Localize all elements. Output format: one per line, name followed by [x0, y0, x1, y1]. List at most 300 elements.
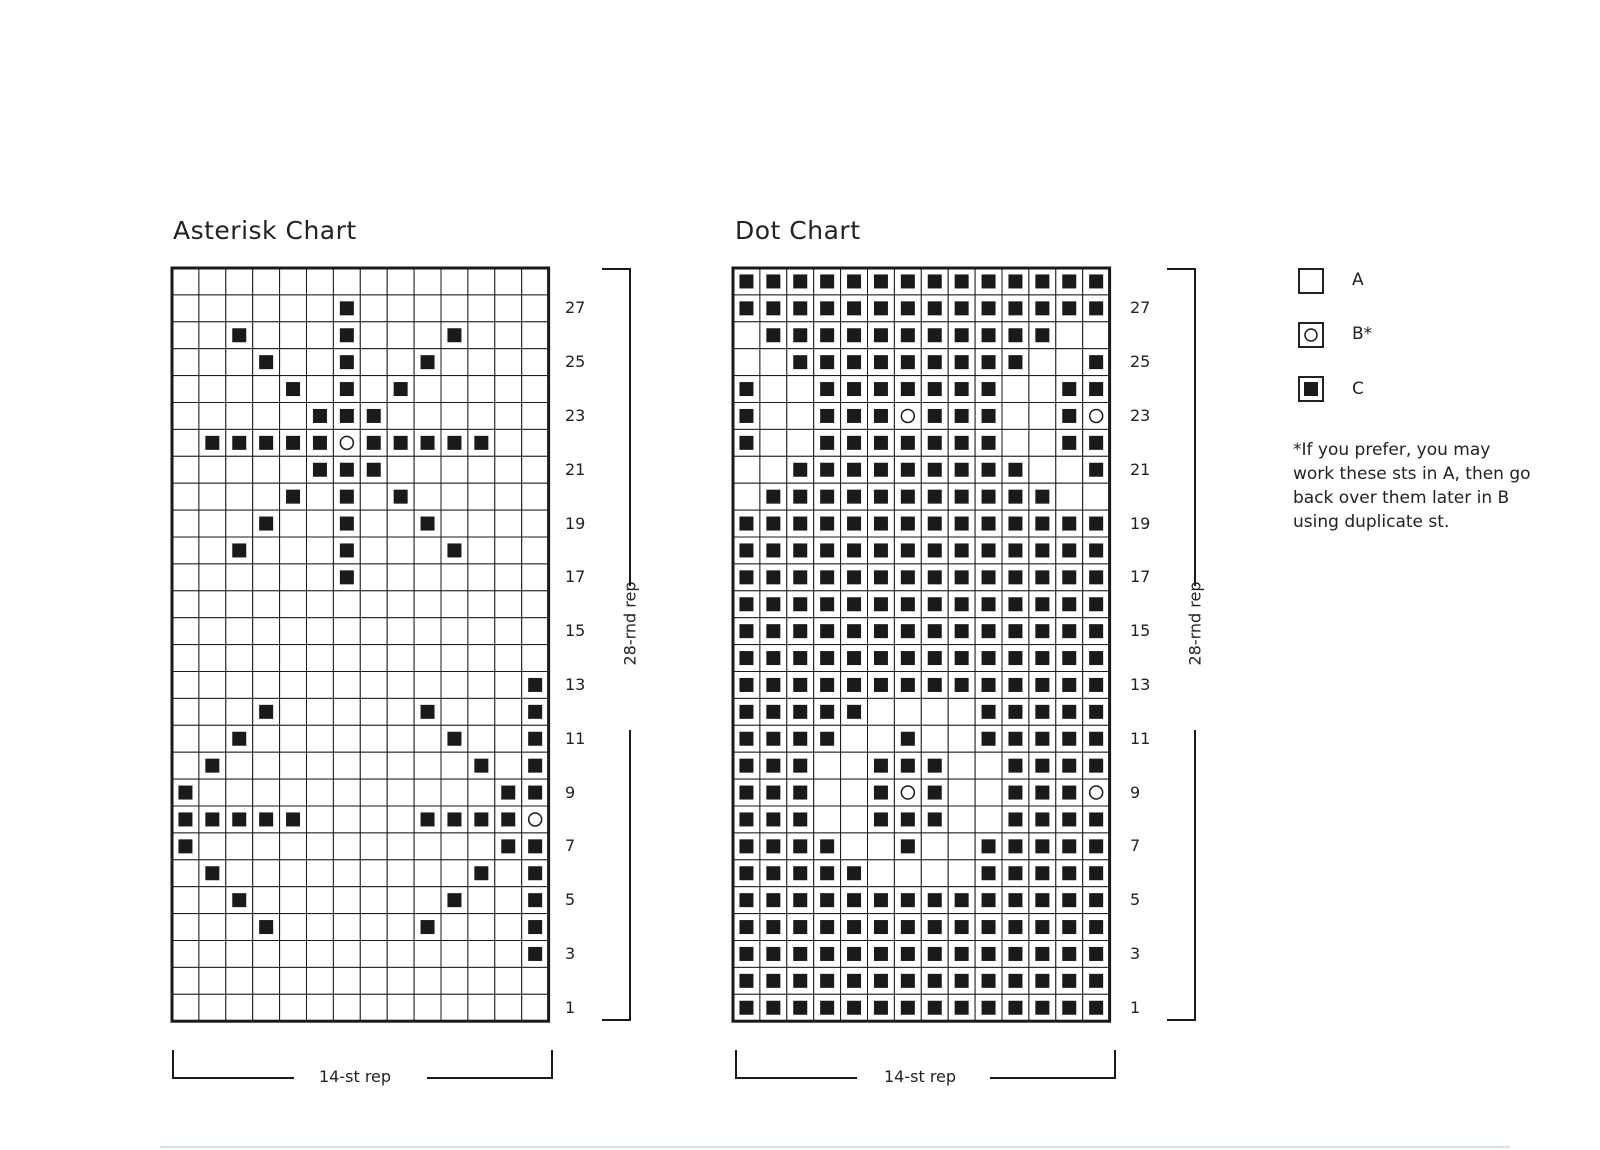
chart-cell	[253, 537, 280, 564]
stitch-color-c	[1008, 678, 1022, 692]
stitch-color-c	[1008, 570, 1022, 584]
legend-label-a: A	[1352, 270, 1364, 290]
chart-cell	[172, 268, 199, 295]
chart-cell	[172, 349, 199, 376]
stitch-color-c	[982, 301, 996, 315]
chart-cell	[307, 645, 334, 672]
stitch-color-c	[447, 543, 461, 557]
chart-cell	[468, 672, 495, 699]
stitch-color-c	[1062, 624, 1076, 638]
stitch-color-c	[447, 436, 461, 450]
stitch-color-c	[1035, 570, 1049, 584]
chart-cell	[360, 645, 387, 672]
stitch-color-c	[982, 624, 996, 638]
stitch-color-c	[447, 812, 461, 826]
stitch-color-c	[1089, 651, 1103, 665]
stitch-color-c	[982, 947, 996, 961]
chart-cell	[787, 429, 814, 456]
chart-cell	[495, 295, 522, 322]
stitch-color-c	[928, 517, 942, 531]
chart-cell	[333, 941, 360, 968]
chart-cell	[199, 967, 226, 994]
stitch-color-c	[901, 1001, 915, 1015]
row-number-label: 9	[565, 782, 576, 802]
stitch-color-c	[928, 274, 942, 288]
chart-cell	[253, 967, 280, 994]
stitch-color-c	[286, 436, 300, 450]
chart-cell	[172, 672, 199, 699]
stitch-color-c	[874, 463, 888, 477]
chart-cell	[333, 725, 360, 752]
stitch-color-c	[1089, 839, 1103, 853]
chart-cell	[307, 618, 334, 645]
stitch-color-c	[528, 759, 542, 773]
stitch-color-c	[1008, 839, 1022, 853]
chart-cell	[172, 376, 199, 403]
chart-cell	[495, 510, 522, 537]
stitch-color-c	[1089, 274, 1103, 288]
chart-cell	[387, 806, 414, 833]
stitch-color-c	[847, 274, 861, 288]
stitch-color-c	[928, 570, 942, 584]
stitch-color-c	[874, 812, 888, 826]
stitch-color-c	[955, 624, 969, 638]
chart-cell	[387, 510, 414, 537]
stitch-color-c	[820, 597, 834, 611]
chart-cell	[253, 752, 280, 779]
stitch-color-c	[820, 274, 834, 288]
stitch-color-c	[847, 1001, 861, 1015]
stitch-color-c	[820, 1001, 834, 1015]
chart-cell	[414, 403, 441, 430]
stitch-color-c	[766, 705, 780, 719]
stitch-color-c	[847, 328, 861, 342]
chart-cell	[280, 833, 307, 860]
stitch-color-c	[874, 409, 888, 423]
chart-cell	[468, 618, 495, 645]
chart-cell	[868, 725, 895, 752]
chart-cell	[414, 941, 441, 968]
stitch-color-c	[528, 786, 542, 800]
chart-cell	[387, 914, 414, 941]
chart-cell	[414, 268, 441, 295]
dot-chart-title: Dot Chart	[735, 216, 861, 245]
stitch-color-c	[259, 517, 273, 531]
chart-cell	[495, 994, 522, 1021]
chart-cell	[522, 483, 549, 510]
chart-cell	[1029, 403, 1056, 430]
chart-cell	[172, 914, 199, 941]
stitch-color-c	[820, 839, 834, 853]
stitch-color-c	[820, 409, 834, 423]
chart-cell	[894, 779, 921, 806]
stitch-color-c	[205, 866, 219, 880]
stitch-color-c	[793, 570, 807, 584]
stitch-color-c	[874, 328, 888, 342]
chart-cell	[387, 618, 414, 645]
chart-cell	[280, 672, 307, 699]
stitch-color-c	[340, 328, 354, 342]
stitch-color-c	[847, 597, 861, 611]
chart-cell	[495, 537, 522, 564]
chart-cell	[253, 322, 280, 349]
chart-cell	[414, 833, 441, 860]
chart-cell	[468, 887, 495, 914]
stitch-color-c	[1062, 301, 1076, 315]
stitch-color-c	[739, 436, 753, 450]
chart-cell	[760, 376, 787, 403]
chart-cell	[441, 967, 468, 994]
chart-cell	[307, 376, 334, 403]
chart-cell	[199, 994, 226, 1021]
chart-cell	[226, 295, 253, 322]
stitch-color-c	[1062, 543, 1076, 557]
chart-cell	[172, 456, 199, 483]
asterisk-rows-rep-label: 28-rnd rep	[620, 581, 640, 666]
chart-cell	[172, 429, 199, 456]
stitch-color-c	[820, 678, 834, 692]
stitch-color-c	[286, 382, 300, 396]
chart-cell	[199, 618, 226, 645]
stitch-color-c	[928, 651, 942, 665]
chart-cell	[360, 806, 387, 833]
chart-cell	[172, 941, 199, 968]
stitch-color-c	[447, 893, 461, 907]
row-number-label: 7	[565, 836, 576, 856]
chart-cell	[495, 376, 522, 403]
legend-footnote: *If you prefer, you may work these sts in A, then go back over them later in B using duplicate st.	[1293, 440, 1531, 532]
chart-cell	[307, 268, 334, 295]
row-number-label: 17	[565, 567, 586, 587]
chart-cell	[280, 994, 307, 1021]
chart-cell	[307, 510, 334, 537]
chart-cell	[414, 295, 441, 322]
stitch-color-c	[501, 839, 515, 853]
chart-cell	[226, 403, 253, 430]
stitch-color-c	[847, 436, 861, 450]
chart-cell	[360, 887, 387, 914]
stitch-color-c	[982, 866, 996, 880]
chart-cell	[172, 591, 199, 618]
stitch-color-c	[955, 301, 969, 315]
stitch-color-c	[1035, 812, 1049, 826]
chart-cell	[441, 779, 468, 806]
stitch-color-c	[1008, 624, 1022, 638]
chart-cell	[360, 591, 387, 618]
stitch-color-c	[739, 517, 753, 531]
stitch-color-c	[982, 974, 996, 988]
chart-cell	[280, 860, 307, 887]
chart-cell	[387, 645, 414, 672]
stitch-color-c	[820, 570, 834, 584]
chart-cell	[868, 833, 895, 860]
stitch-color-c	[259, 920, 273, 934]
stitch-color-c	[340, 543, 354, 557]
chart-cell	[1056, 456, 1083, 483]
stitch-color-c	[205, 436, 219, 450]
chart-cell	[280, 967, 307, 994]
chart-cell	[495, 645, 522, 672]
stitch-color-c	[793, 786, 807, 800]
stitch-color-c	[766, 570, 780, 584]
chart-cell	[172, 322, 199, 349]
stitch-color-c	[1008, 786, 1022, 800]
stitch-color-c	[928, 301, 942, 315]
stitch-color-c	[874, 382, 888, 396]
chart-cell	[387, 994, 414, 1021]
stitch-color-c	[928, 328, 942, 342]
chart-cell	[307, 833, 334, 860]
chart-cell	[414, 483, 441, 510]
chart-cell	[360, 914, 387, 941]
chart-cell	[226, 376, 253, 403]
chart-cell	[975, 752, 1002, 779]
stitch-color-c	[847, 355, 861, 369]
footer-rule	[160, 1146, 1510, 1148]
stitch-color-c	[1089, 732, 1103, 746]
chart-cell	[522, 994, 549, 1021]
stitch-color-c	[982, 328, 996, 342]
chart-cell	[1002, 403, 1029, 430]
stitch-color-c	[528, 839, 542, 853]
chart-cell	[307, 537, 334, 564]
chart-cell	[226, 672, 253, 699]
chart-cell	[495, 429, 522, 456]
chart-cell	[172, 510, 199, 537]
chart-cell	[414, 887, 441, 914]
row-number-label: 3	[1130, 943, 1141, 963]
chart-cell	[253, 887, 280, 914]
stitch-color-c	[259, 355, 273, 369]
stitch-color-c	[982, 463, 996, 477]
stitch-color-c	[982, 382, 996, 396]
stitch-color-c	[766, 732, 780, 746]
chart-cell	[948, 833, 975, 860]
stitch-color-c	[820, 328, 834, 342]
stitch-color-c	[739, 570, 753, 584]
chart-cell	[387, 672, 414, 699]
stitch-color-c	[793, 274, 807, 288]
stitch-color-c	[982, 490, 996, 504]
stitch-color-c	[928, 355, 942, 369]
stitch-color-c	[874, 274, 888, 288]
stitch-color-c	[1089, 463, 1103, 477]
stitch-color-c	[739, 947, 753, 961]
stitch-color-c	[1008, 893, 1022, 907]
chart-cell	[333, 698, 360, 725]
chart-cell	[1029, 456, 1056, 483]
stitch-color-c	[1062, 517, 1076, 531]
chart-cell	[387, 295, 414, 322]
stitch-color-c	[793, 678, 807, 692]
stitch-color-c	[1089, 705, 1103, 719]
chart-cell	[733, 349, 760, 376]
stitch-color-c	[766, 812, 780, 826]
stitch-color-c	[955, 678, 969, 692]
stitch-color-c	[928, 893, 942, 907]
stitch-color-c	[739, 651, 753, 665]
chart-cell	[387, 752, 414, 779]
chart-cell	[253, 483, 280, 510]
stitch-color-c	[766, 328, 780, 342]
chart-cell	[333, 645, 360, 672]
chart-cell	[441, 752, 468, 779]
stitch-color-c	[820, 920, 834, 934]
chart-cell	[414, 591, 441, 618]
stitch-color-c	[1062, 570, 1076, 584]
stitch-color-c	[1062, 759, 1076, 773]
stitch-color-c	[1008, 812, 1022, 826]
stitch-color-c	[766, 543, 780, 557]
stitch-color-c	[820, 974, 834, 988]
stitch-color-c	[901, 570, 915, 584]
stitch-color-c	[1089, 382, 1103, 396]
chart-cell	[172, 618, 199, 645]
chart-cell	[387, 403, 414, 430]
stitch-color-c	[232, 543, 246, 557]
chart-cell	[733, 456, 760, 483]
stitch-color-c	[820, 543, 834, 557]
chart-cell	[522, 645, 549, 672]
stitch-color-c	[739, 274, 753, 288]
chart-cell	[172, 967, 199, 994]
stitch-color-c	[874, 651, 888, 665]
chart-cell	[894, 860, 921, 887]
chart-cell	[226, 591, 253, 618]
chart-cell	[495, 456, 522, 483]
stitch-color-c	[793, 301, 807, 315]
stitch-color-c	[793, 624, 807, 638]
chart-cell	[495, 860, 522, 887]
stitch-color-c	[793, 490, 807, 504]
stitch-color-c	[766, 893, 780, 907]
stitch-color-c	[982, 543, 996, 557]
chart-cell	[760, 456, 787, 483]
row-number-label: 27	[565, 298, 586, 318]
stitch-color-c	[367, 463, 381, 477]
chart-cell	[253, 994, 280, 1021]
chart-cell	[253, 725, 280, 752]
chart-cell	[495, 483, 522, 510]
stitch-color-c	[340, 382, 354, 396]
stitch-color-c	[982, 274, 996, 288]
stitch-color-c	[982, 517, 996, 531]
chart-cell	[868, 860, 895, 887]
stitch-color-c	[928, 490, 942, 504]
chart-cell	[921, 833, 948, 860]
filled-square-icon	[1304, 382, 1318, 396]
stitch-color-c	[1089, 920, 1103, 934]
chart-cell	[280, 456, 307, 483]
stitch-color-c	[955, 920, 969, 934]
chart-cell	[468, 483, 495, 510]
stitch-color-c	[1008, 947, 1022, 961]
chart-cell	[387, 725, 414, 752]
chart-cell	[307, 994, 334, 1021]
chart-cell	[414, 672, 441, 699]
chart-cell	[814, 779, 841, 806]
chart-cell	[199, 268, 226, 295]
chart-cell	[307, 295, 334, 322]
stitch-color-c	[1035, 1001, 1049, 1015]
stitch-color-c	[820, 947, 834, 961]
chart-cell	[226, 994, 253, 1021]
stitch-color-c	[1008, 759, 1022, 773]
chart-cell	[172, 403, 199, 430]
stitch-color-c	[1035, 517, 1049, 531]
chart-cell	[360, 349, 387, 376]
chart-cell	[441, 403, 468, 430]
stitch-color-c	[847, 517, 861, 531]
stitch-color-c	[874, 920, 888, 934]
stitch-color-c	[793, 651, 807, 665]
chart-cell	[199, 698, 226, 725]
chart-cell	[280, 887, 307, 914]
chart-cell	[495, 941, 522, 968]
row-number-label: 19	[1130, 513, 1151, 533]
asterisk-chart-grid	[170, 266, 551, 1023]
chart-cell	[441, 564, 468, 591]
chart-cell	[226, 752, 253, 779]
chart-cell	[307, 322, 334, 349]
stitch-color-c	[1062, 597, 1076, 611]
stitch-color-c	[793, 759, 807, 773]
chart-cell	[468, 510, 495, 537]
stitch-color-c	[259, 436, 273, 450]
stitch-color-c	[421, 355, 435, 369]
stitch-color-c	[447, 328, 461, 342]
stitch-color-c	[232, 893, 246, 907]
chart-cell	[360, 833, 387, 860]
row-number-label: 3	[565, 943, 576, 963]
chart-cell	[307, 806, 334, 833]
chart-cell	[522, 429, 549, 456]
chart-cell	[253, 645, 280, 672]
chart-cell	[307, 752, 334, 779]
chart-cell	[199, 510, 226, 537]
stitch-color-c	[766, 1001, 780, 1015]
stitch-color-c	[1089, 355, 1103, 369]
stitch-color-c	[982, 436, 996, 450]
stitch-color-c	[820, 651, 834, 665]
stitch-color-c	[1062, 893, 1076, 907]
stitch-color-c	[955, 490, 969, 504]
chart-cell	[280, 645, 307, 672]
chart-cell	[468, 698, 495, 725]
stitch-color-c	[901, 759, 915, 773]
stitch-color-c	[1035, 274, 1049, 288]
chart-cell	[226, 645, 253, 672]
stitch-color-c	[1008, 490, 1022, 504]
circle-icon	[1303, 327, 1319, 343]
stitch-color-c	[901, 490, 915, 504]
chart-cell	[414, 564, 441, 591]
stitch-color-c	[928, 759, 942, 773]
stitch-color-c	[286, 490, 300, 504]
stitch-color-c	[739, 624, 753, 638]
chart-cell	[441, 941, 468, 968]
chart-cell	[387, 456, 414, 483]
stitch-color-c	[340, 463, 354, 477]
stitch-color-c	[847, 705, 861, 719]
stitch-color-c	[955, 651, 969, 665]
stitch-color-c	[739, 597, 753, 611]
chart-cell	[360, 672, 387, 699]
stitch-color-c	[955, 543, 969, 557]
stitch-color-c	[928, 974, 942, 988]
stitch-color-c	[1008, 732, 1022, 746]
chart-cell	[441, 268, 468, 295]
